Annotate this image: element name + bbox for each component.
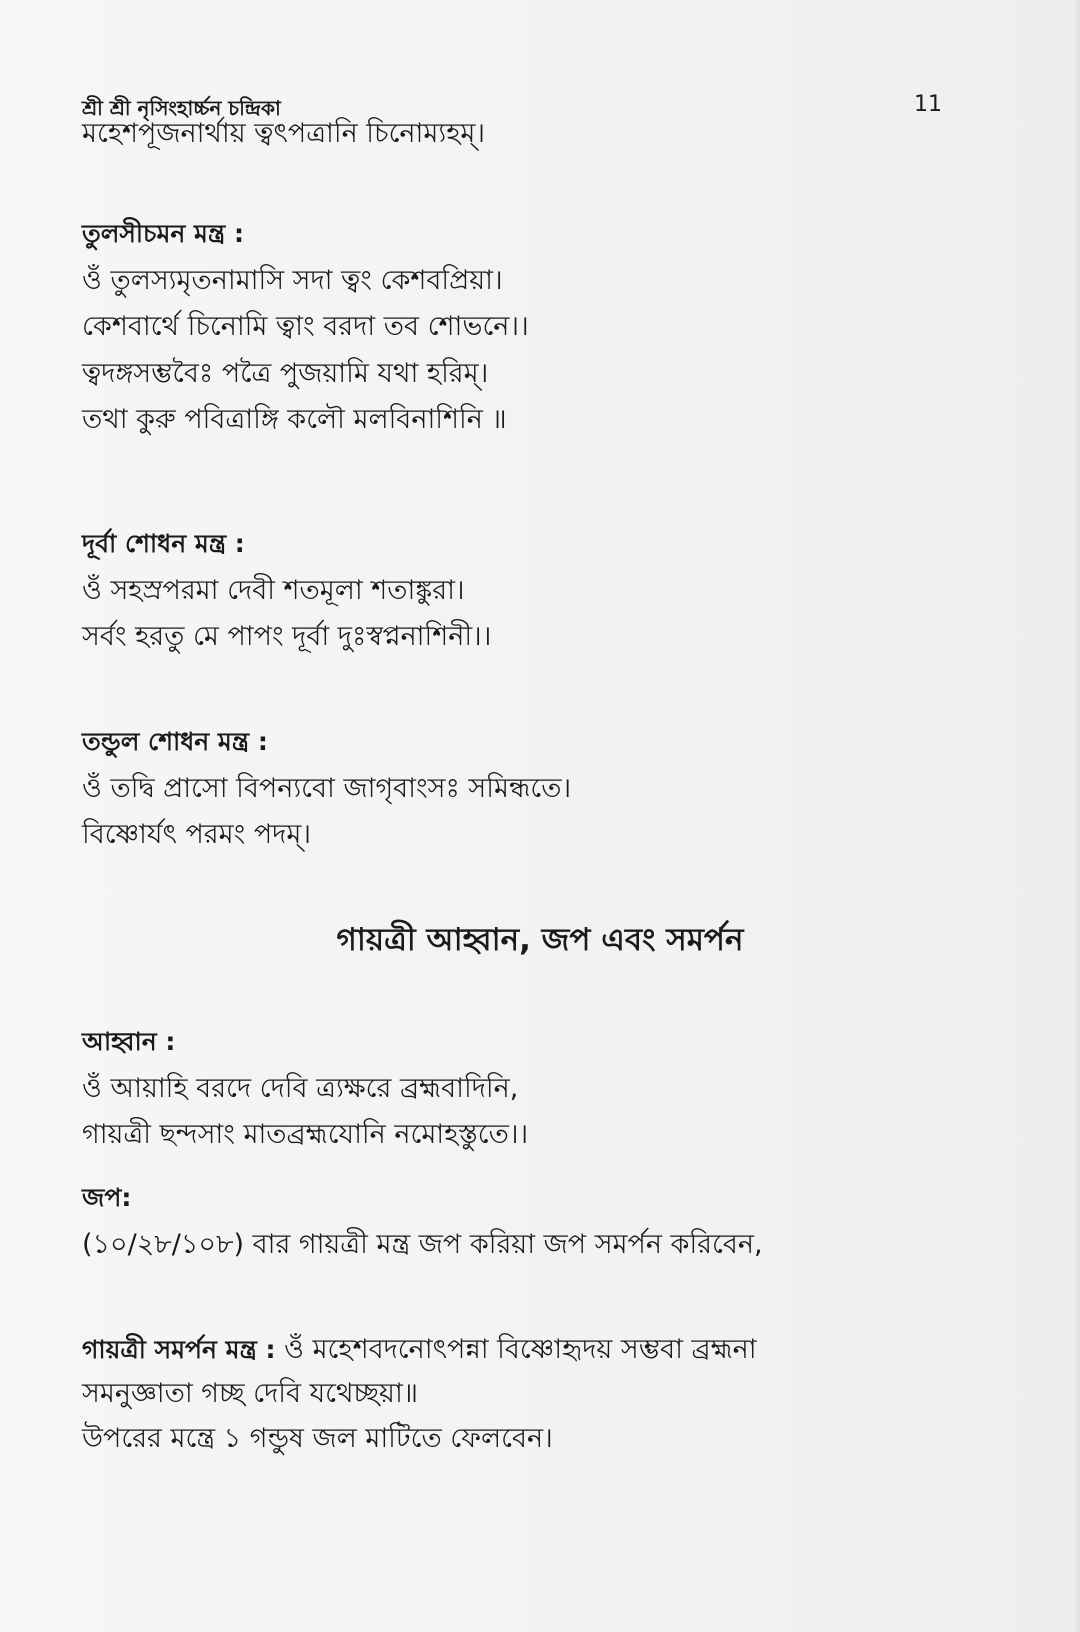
jap-line: (১০/২৮/১০৮) বার গায়ত্রী মন্ত্র জপ করিয়া জপ সমর্পন করিবেন, xyxy=(82,1229,763,1260)
ahvan-heading: আহ্বান : xyxy=(82,1027,176,1056)
samarpan-line-1 xyxy=(82,1334,757,1366)
tandul-heading: তন্ডুল শোধন মন্ত্র : xyxy=(82,727,268,756)
page-number: 11 xyxy=(914,92,942,117)
tulsi-line-3: ত্বদঙ্গসম্ভবৈঃ পত্রৈ পুজয়ামি যথা হরিম্। xyxy=(82,357,489,389)
jap-heading: জপ: xyxy=(82,1183,132,1212)
durba-heading: দূর্বা শোধন মন্ত্র : xyxy=(82,529,245,558)
samarpan-line-2: সমনুজ্ঞাতা গচ্ছ দেবি যথেচ্ছয়া॥ xyxy=(82,1378,419,1410)
samarpan-heading: গায়ত্রী সমর্পন মন্ত্র : xyxy=(82,1335,276,1364)
tandul-mantra-section xyxy=(82,722,571,852)
durba-line-1: ওঁ সহস্রপরমা দেবী শতমূলা শতাঙ্কুরা। xyxy=(82,575,465,606)
durba-mantra-section xyxy=(82,524,491,654)
samarpan-section xyxy=(82,1334,757,1455)
running-header-title: শ্রী শ্রী নৃসিংহার্চ্চন চন্দ্রিকা xyxy=(82,96,281,120)
jap-section xyxy=(82,1178,763,1261)
intro-line: মহেশপূজনার্থায় ত্বৎপত্রানি চিনোম্যহম্। xyxy=(82,118,486,149)
ahvan-line-1: ওঁ আয়াহি বরদে দেবি ত্র্যক্ষরে ব্রহ্মবাদিনি, xyxy=(82,1073,519,1104)
ahvan-line-2: গায়ত্রী ছন্দসাং মাতব্রহ্মযোনি নমোহস্তুতে।। xyxy=(82,1119,529,1151)
tulsi-line-1: ওঁ তুলস্যমৃতনামাসি সদা ত্বং কেশবপ্রিয়া। xyxy=(82,265,503,296)
tulsi-line-2: কেশবার্থে চিনোমি ত্বাং বরদা তব শোভনে।। xyxy=(82,311,529,343)
tandul-line-1: ওঁ তদ্বি প্রাসো বিপন্যবো জাগৃবাংসঃ সমিন্ধতে। xyxy=(82,773,572,804)
durba-line-2: সর্বং হরতু মে পাপং দূর্বা দুঃস্বপ্ননাশিনী।। xyxy=(82,621,492,653)
ahvan-section xyxy=(82,1022,528,1152)
tulsi-mantra-section xyxy=(82,214,529,437)
tandul-line-2: বিষ্ণোর্যৎ পরমং পদম্। xyxy=(82,819,311,851)
samarpan-line-1-text: ওঁ মহেশবদনোৎপন্না বিষ্ণোহৃদয় সম্ভবা ব্রহ্মনা xyxy=(275,1334,757,1365)
section-title: গায়ত্রী আহ্বান, জপ এবং সমর্পন xyxy=(336,922,744,958)
samarpan-instruction: উপরের মন্ত্রে ১ গন্ডুষ জল মাটিতে ফেলবেন। xyxy=(82,1422,553,1454)
tulsi-line-4: তথা কুরু পবিত্রাঙ্গি কলৌ মলবিনাশিনি ॥ xyxy=(82,404,507,436)
tulsi-heading: তুলসীচমন মন্ত্র : xyxy=(82,219,244,248)
